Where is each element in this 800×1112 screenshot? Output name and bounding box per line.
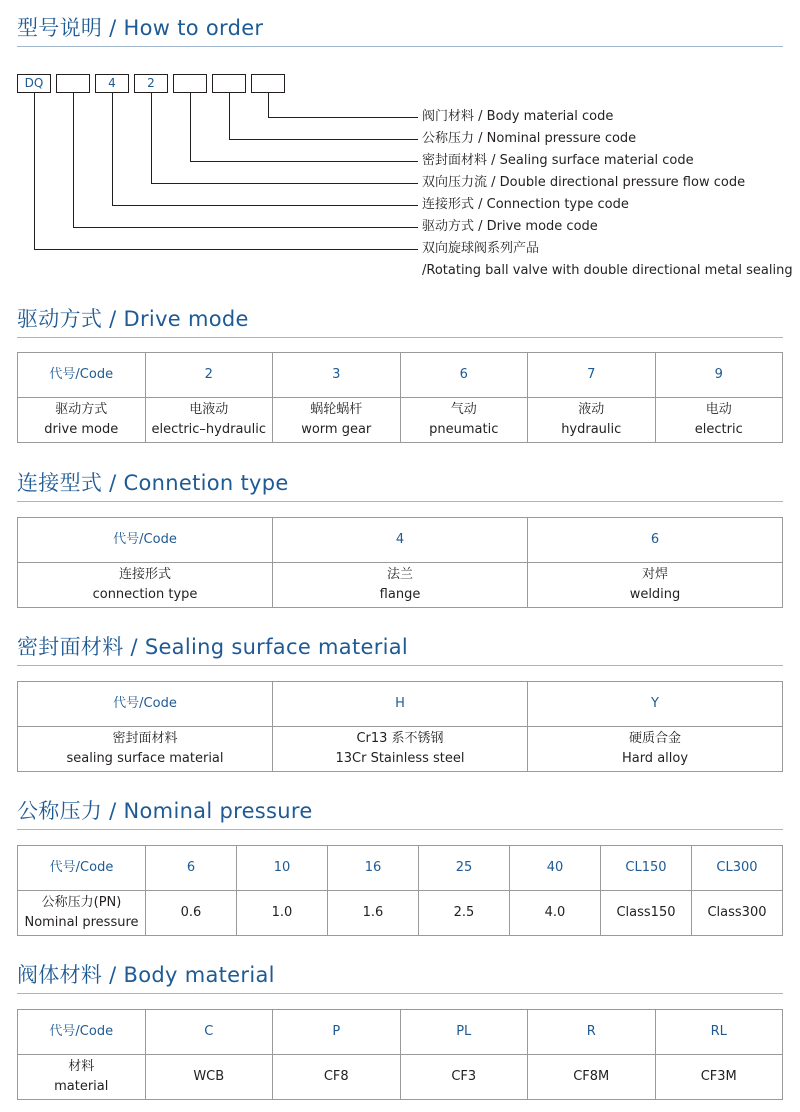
code-cell: 10 [237, 846, 328, 891]
code-cell: 6 [528, 518, 783, 563]
cell-cn: 电动 [705, 402, 732, 417]
value-cell: CF8 [273, 1055, 401, 1100]
cell-en: worm gear [301, 422, 372, 437]
legend-drive-mode: 驱动方式 / Drive mode code [422, 219, 598, 234]
legend-pressure-flow: 双向压力流 / Double directional pressure flow code [422, 175, 746, 190]
code-cell: P [273, 1010, 401, 1055]
code-cell: CL150 [601, 846, 692, 891]
cell-en: sealing surface material [66, 751, 224, 766]
code-cell: 3 [273, 353, 401, 398]
code-cell: 25 [419, 846, 510, 891]
code-cell: 40 [510, 846, 601, 891]
cell-en: pneumatic [429, 422, 499, 437]
code-cell: 2 [145, 353, 273, 398]
value-cell: CF3M [655, 1055, 783, 1100]
code-cell: 7 [528, 353, 656, 398]
nominal-pressure-title: 公称压力 / Nominal pressure [17, 799, 313, 823]
row-header [18, 727, 273, 772]
how-to-order-title: 型号说明 / How to order [17, 16, 264, 40]
section-divider [17, 993, 783, 994]
value-cell: WCB [145, 1055, 273, 1100]
row-header [18, 1055, 146, 1100]
connection-type-table [17, 517, 783, 608]
cell-cn: 法兰 [386, 567, 413, 582]
code-header: 代号/Code [18, 353, 146, 398]
value-cell [145, 398, 273, 443]
code-cell: 6 [146, 846, 237, 891]
cell-en: welding [629, 587, 681, 602]
code-box-pressure [212, 74, 246, 93]
body-material-title: 阀体材料 / Body material [17, 963, 275, 987]
cell-cn: 硬质合金 [628, 731, 681, 746]
value-cell [655, 398, 783, 443]
cell-cn: 材料 [68, 1059, 95, 1074]
code-cell: CL300 [692, 846, 783, 891]
body-material-table [17, 1009, 783, 1100]
drive-mode-table [17, 352, 783, 443]
cell-cn: 密封面材料 [112, 731, 178, 746]
value-cell [528, 563, 783, 608]
code-cell: 4 [273, 518, 528, 563]
legend-sealing-surface: 密封面材料 / Sealing surface material code [422, 153, 694, 168]
drive-mode-title: 驱动方式 / Drive mode [17, 307, 249, 331]
value-cell: Class300 [692, 891, 783, 936]
code-cell: H [273, 682, 528, 727]
cell-en: material [54, 1079, 109, 1094]
section-divider [17, 501, 783, 502]
code-box-connection: 4 [95, 74, 129, 93]
section-divider [17, 665, 783, 666]
legend-product-series-en: /Rotating ball valve with double directional metal sealing [422, 263, 793, 278]
code-cell: R [528, 1010, 656, 1055]
cell-en: flange [379, 587, 421, 602]
value-cell: CF3 [400, 1055, 528, 1100]
row-header [18, 563, 273, 608]
value-cell [273, 398, 401, 443]
value-cell: 2.5 [419, 891, 510, 936]
value-cell [528, 398, 656, 443]
code-box-series: DQ [17, 74, 51, 93]
value-cell: 1.6 [328, 891, 419, 936]
cell-cn: 气动 [450, 402, 477, 417]
code-cell: RL [655, 1010, 783, 1055]
cell-cn: 液动 [578, 402, 605, 417]
cell-cn: 连接形式 [118, 567, 171, 582]
legend-body-material: 阀门材料 / Body material code [422, 109, 614, 124]
cell-en: Hard alloy [621, 751, 689, 766]
sealing-surface-table [17, 681, 783, 772]
code-box-flow: 2 [134, 74, 168, 93]
value-cell: Class150 [601, 891, 692, 936]
value-cell [528, 727, 783, 772]
code-cell: 16 [328, 846, 419, 891]
code-cell: 9 [655, 353, 783, 398]
code-header: 代号/Code [18, 1010, 146, 1055]
legend-product-series-cn: 双向旋球阀系列产品 [422, 241, 540, 256]
value-cell: 0.6 [146, 891, 237, 936]
code-cell: 6 [400, 353, 528, 398]
cell-cn: Cr13 系不锈钢 [356, 731, 444, 746]
code-header: 代号/Code [18, 682, 273, 727]
code-header: 代号/Code [18, 518, 273, 563]
cell-en: drive mode [44, 422, 119, 437]
cell-en: Nominal pressure [24, 915, 139, 930]
section-divider [17, 337, 783, 338]
nominal-pressure-table [17, 845, 783, 936]
cell-en: 13Cr Stainless steel [335, 751, 465, 766]
cell-cn: 驱动方式 [55, 402, 108, 417]
cell-en: electric–hydraulic [151, 422, 267, 437]
value-cell: 4.0 [510, 891, 601, 936]
cell-cn: 电液动 [189, 402, 229, 417]
value-cell [273, 563, 528, 608]
cell-en: electric [694, 422, 743, 437]
row-header [18, 891, 146, 936]
connection-type-title: 连接型式 / Connetion type [17, 471, 289, 495]
legend-connection-type: 连接形式 / Connection type code [422, 197, 629, 212]
row-header [18, 398, 146, 443]
section-divider [17, 829, 783, 830]
sealing-surface-title: 密封面材料 / Sealing surface material [17, 635, 409, 659]
cell-en: hydraulic [561, 422, 622, 437]
code-cell: Y [528, 682, 783, 727]
section-divider [17, 46, 783, 47]
code-box-drive [56, 74, 90, 93]
value-cell [400, 398, 528, 443]
cell-en: connection type [92, 587, 198, 602]
cell-cn: 蜗轮蜗杆 [310, 402, 363, 417]
code-box-body [251, 74, 285, 93]
value-cell: 1.0 [237, 891, 328, 936]
code-header: 代号/Code [18, 846, 146, 891]
code-cell: PL [400, 1010, 528, 1055]
value-cell [273, 727, 528, 772]
cell-cn: 对焊 [641, 567, 668, 582]
code-cell: C [145, 1010, 273, 1055]
code-box-sealing [173, 74, 207, 93]
legend-nominal-pressure: 公称压力 / Nominal pressure code [422, 131, 637, 146]
value-cell: CF8M [528, 1055, 656, 1100]
cell-cn: 公称压力(PN) [41, 895, 122, 910]
